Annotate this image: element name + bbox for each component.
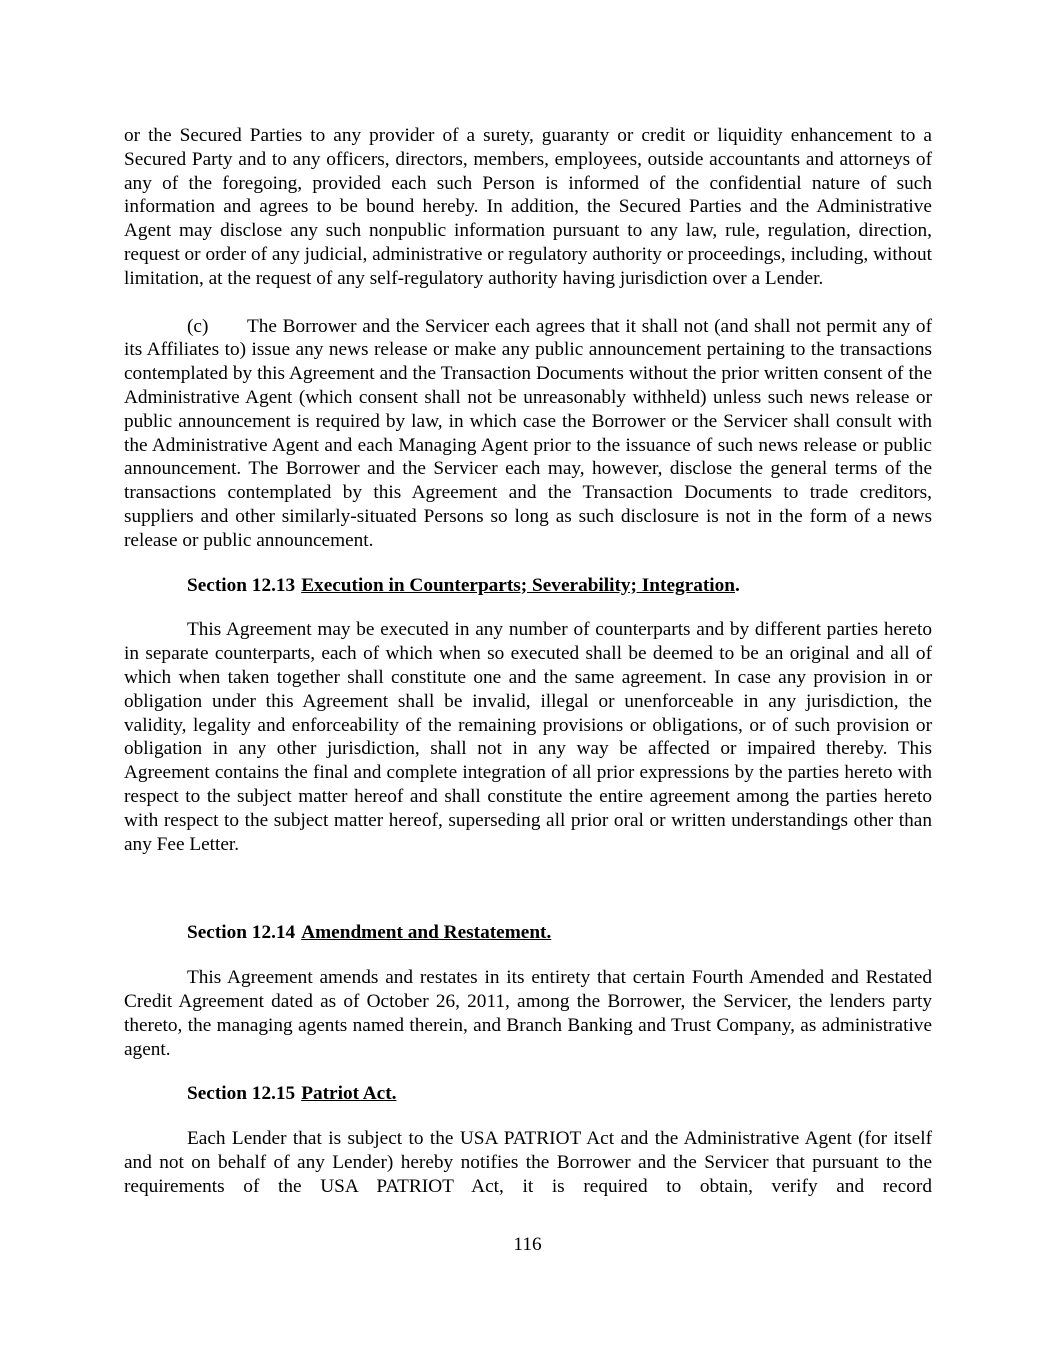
paragraph-c-text: The Borrower and the Servicer each agrees that it shall not (and shall not permit any of its Affiliates to) issue any news release or make any public announcement pertaining to the transactions contemplated by this Agreement and the Transaction Documents without the prior written consent of the Administrative Agent (which consent shall not be unreasonably withheld) unless such news release or public announcement is required by law, in which case the Borrower or the Servicer shall consult with the Administrative Agent and each Managing Agent prior to the issuance of such news release or public announcement. The Borrower and the Servicer each may, however, disclose the general terms of the transactions contemplated by this Agreement and the Transaction Documents to trade creditors, suppliers and other similarly-situated Persons so long as such disclosure is not in the form of a news release or public announcement. (124, 315, 932, 551)
paragraph-amendment-restatement: This Agreement amends and restates in its entirety that certain Fourth Amended and Restated Credit Agreement dated as of October 26, 2011, among the Borrower, the Servicer, the lenders party thereto, the managing agents named therein, and Branch Banking and Trust Company, as administrative agent. (124, 967, 932, 1060)
section-heading-12-15 (124, 1082, 932, 1106)
section-number: Section 12.15 (187, 1083, 296, 1105)
paragraph-counterparts: This Agreement may be executed in any number of counterparts and by different parties hereto in separate counterparts, each of which when so executed shall be deemed to be an original and all of which when taken together shall constitute one and the same agreement. In case any provision in or obligation under this Agreement shall be invalid, illegal or unenforceable in any jurisdiction, the validity, legality and enforceability of the remaining provisions or obligations, or of such provision or obligation in any other jurisdiction, shall not in any way be affected or impaired thereby. This Agreement contains the final and complete integration of all prior expressions by the parties hereto with respect to the subject matter hereof and shall constitute the entire agreement among the parties hereto with respect to the subject matter hereof, superseding all prior oral or written understandings other than any Fee Letter. (124, 619, 932, 855)
document-page (124, 124, 932, 1198)
section-title: Patriot Act. (301, 1083, 397, 1105)
section-number: Section 12.14 (187, 922, 296, 944)
paragraph-patriot-act: Each Lender that is subject to the USA PATRIOT Act and the Administrative Agent (for itself and not on behalf of any Lender) hereby notifies the Borrower and the Servicer that pursuant to the requirements of the USA PATRIOT Act, it is required to obtain, verify and record (124, 1128, 932, 1197)
paragraph-confidentiality-continued: or the Secured Parties to any provider of a surety, guaranty or credit or liquidity enhancement to a Secured Party and to any officers, directors, members, employees, outside accountants and attorneys of any of the foregoing, provided each such Person is informed of the confidential nature of such information and agrees to be bound hereby. In addition, the Secured Parties and the Administrative Agent may disclose any such nonpublic information pursuant to any law, rule, regulation, direction, request or order of any judicial, administrative or regulatory authority or proceedings, including, without limitation, at the request of any self-regulatory authority having jurisdiction over a Lender. (124, 125, 932, 289)
page-number: 116 (513, 1234, 542, 1255)
section-title: Amendment and Restatement. (301, 922, 552, 944)
section-heading-12-13 (124, 574, 932, 598)
paragraph-label-c: (c) (187, 315, 209, 337)
section-title-period: . (735, 574, 740, 596)
section-number: Section 12.13 (187, 574, 296, 596)
paragraph-c-public-announcements (124, 315, 932, 553)
section-heading-12-14 (124, 921, 932, 945)
section-title: Execution in Counterparts; Severability; Integration (301, 574, 735, 596)
